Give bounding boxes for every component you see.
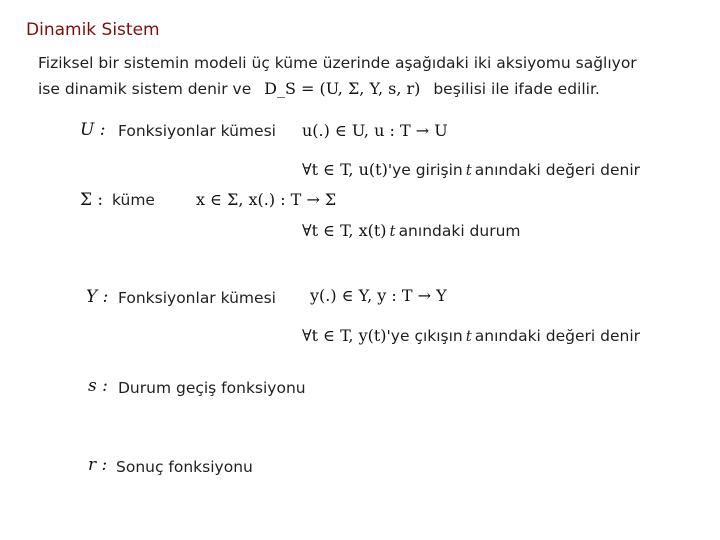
sigma-time-formula: ∀t ∈ T, x(t) [302, 221, 387, 240]
r-label: Sonuç fonksiyonu [116, 458, 253, 476]
y-time-row [302, 326, 640, 345]
y-time-text-post: anındaki değeri denir [474, 327, 641, 345]
u-label: Fonksiyonlar kümesi [118, 122, 276, 140]
y-label: Fonksiyonlar kümesi [118, 289, 276, 307]
u-symbol: U : [80, 120, 106, 140]
intro-line-2-prefix: ise dinamik sistem denir ve [38, 80, 252, 98]
sigma-label: küme [112, 191, 155, 209]
intro-line-2-suffix: beşilisi ile ifade edilir. [433, 80, 600, 98]
r-symbol: r : [88, 455, 108, 475]
y-symbol: Y : [86, 287, 109, 307]
intro-line-1: Fiziksel bir sistemin modeli üç küme üzerinde aşağıdaki iki aksiyomu sağlıyor [38, 54, 637, 72]
intro-line-2 [38, 79, 600, 98]
u-time-text-post: anındaki değeri denir [474, 161, 641, 179]
u-time-formula: ∀t ∈ T, u(t) [302, 160, 388, 179]
sigma-formula: x ∈ Σ, x(.) : T → Σ [196, 190, 337, 209]
sigma-time-row [302, 221, 521, 240]
dynamic-system-formula: D_S = (U, Σ, Y, s, r) [264, 79, 421, 98]
u-time-text-pre: 'ye girişin [387, 161, 463, 179]
y-time-t: t [465, 327, 472, 345]
page-title: Dinamik Sistem [26, 20, 160, 40]
sigma-time-t: t [389, 222, 396, 240]
y-time-formula: ∀t ∈ T, y(t) [302, 326, 387, 345]
u-formula: u(.) ∈ U, u : T → U [302, 121, 448, 140]
s-label: Durum geçiş fonksiyonu [118, 379, 306, 397]
sigma-symbol: Σ : [80, 190, 104, 210]
y-formula: y(.) ∈ Y, y : T → Y [310, 286, 447, 305]
sigma-time-text-post: anındaki durum [398, 222, 521, 240]
u-time-row [302, 160, 640, 179]
u-time-t: t [465, 161, 472, 179]
s-symbol: s : [88, 376, 108, 396]
y-time-text-pre: 'ye çıkışın [386, 327, 463, 345]
